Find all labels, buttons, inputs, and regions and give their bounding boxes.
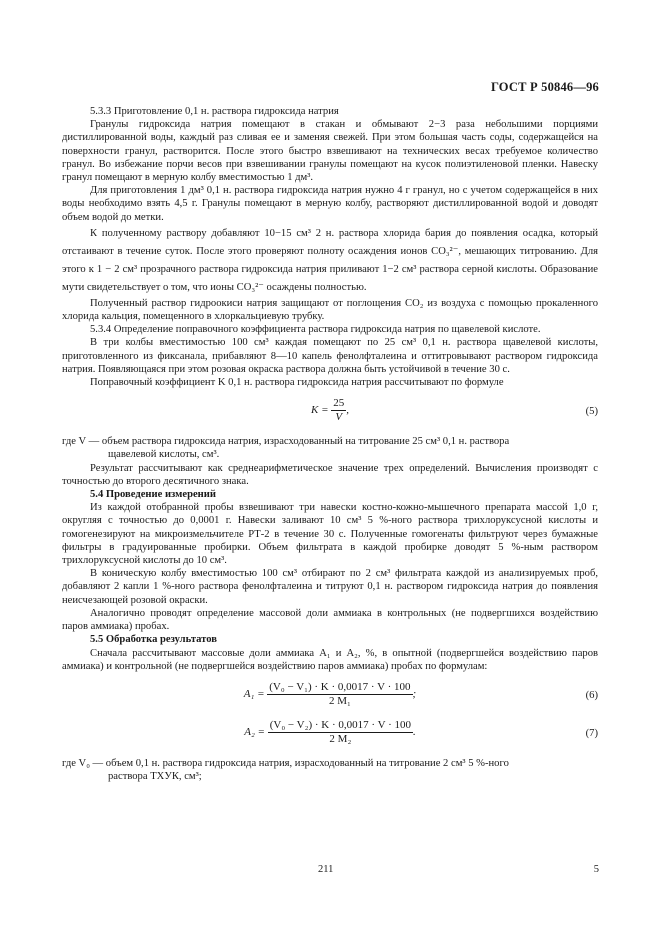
formula-5-expression: [62, 397, 598, 424]
formula-tail: ,: [346, 404, 349, 417]
formula-number: (5): [585, 406, 598, 418]
fraction-denominator: V: [335, 411, 343, 424]
section-5-3-4-title: 5.3.4 Определение поправочного коэффициента раствора гидроксида натрия по щавелевой кислоте.: [90, 324, 541, 336]
paragraph: Результат рассчитывают как среднеарифметическое значение трех определений. Вычисления производят с точностью до второго десятичного знака.: [62, 462, 598, 487]
paragraph: Полученный раствор гидроокиси натрия защищают от поглощения CO₂ из воздуха с помощью прокаленного хлорида кальция, помещенного в хлоркальциевую трубку.: [62, 297, 598, 323]
formula-6: [62, 681, 598, 711]
section-5-3-3-title: 5.3.3 Приготовление 0,1 н. раствора гидроксида натрия: [90, 106, 339, 117]
fraction-denominator: 2 M₂: [329, 733, 352, 746]
paragraph: Гранулы гидроксида натрия помещают в стакан и обмывают 2−3 раза небольшими порциями дистиллированной воды, каждый раз сливая ее и заменяя свежей. При этом большая часть соды, содержащейся на поверхности гранул, растворится. После этого быстро взвешивают на технических весах требуемое количество гранул. Во избежание порчи весов при взвешивании гранулы помещают на кусок полиэтиленовой пленки. Навеску гранул помещают в мерную колбу вместимостью 1 дм³.: [62, 119, 598, 184]
paragraph: Сначала рассчитывают массовые доли аммиака A₁ и A₂, %, в опытной (подвергшейся воздействию паров аммиака) и контрольной (не подвергшейся воздействию паров аммиака) пробах по формулам:: [62, 647, 598, 672]
where-clause-cont: раствора ТХУК, см³;: [108, 771, 202, 783]
formula-lhs: K =: [310, 404, 332, 417]
formula-tail: ;: [412, 688, 417, 701]
formula-tail: .: [413, 726, 416, 739]
standard-header: ГОСТ Р 50846—96: [490, 80, 599, 94]
fraction: [268, 719, 413, 746]
fraction-numerator: (V₀ − V₁) · K · 0,0017 · V · 100: [267, 681, 412, 695]
fraction: [331, 397, 346, 424]
fraction-numerator: (V₀ − V₂) · K · 0,0017 · V · 100: [268, 719, 413, 733]
paragraph: Из каждой отобранной пробы взвешивают три навески костно-кожно-мышечного препарата массой 1,0 г, округляя с точностью до 0,0001 г. Навески заливают 10 см³ 5 %-ного раствора трихлоруксусной кислоты и гомогенезируют на микроизмельчителе РТ-2 в течение 30 с. Полученные гомогенаты фильтруют через бумажные фильтры в градуированные пробирки. Объем фильтрата в каждой пробирке доводят 5 %-ным раствором трихлоруксусной кислоты до 10 см³.: [62, 502, 598, 567]
where-clause: где V — объем раствора гидроксида натрия, израсходованный на титрование 25 см³ 0,1 н. раствора: [62, 436, 510, 448]
formula-number: (6): [585, 689, 598, 701]
paragraph: Для приготовления 1 дм³ 0,1 н. раствора гидроксида натрия нужно 4 г гранул, но с учетом содержащейся в них воды необходимо взять 4,5 г. Гранулы помещают в мерную колбу, растворяют дистиллированной водой и доводят объем водой до метки.: [62, 185, 598, 223]
formula-lhs: A₁ =: [243, 688, 268, 701]
where-clause: где V₀ — объем 0,1 н. раствора гидроксида натрия, израсходованный на титрование 2 см³ 5 %-ного: [62, 757, 509, 769]
formula-number: (7): [585, 727, 598, 739]
formula-6-expression: [62, 681, 598, 708]
formula-lhs: A₂ =: [244, 726, 268, 739]
where-clause-cont: щавелевой кислоты, см³.: [108, 449, 220, 461]
fraction-numerator: 25: [331, 397, 346, 411]
formula-5: [62, 397, 598, 427]
paragraph: К полученному раствору добавляют 10−15 см³ 2 н. раствора хлорида бария до появления осадка, который отстаивают в течение суток. После этого проверяют полноту осаждения ионов CO₃²⁻, мешающих титрованию. Для этого к 1 − 2 см³ прозрачного раствора гидроксида натрия приливают 1−2 см³ раствора серной кислоты. Образование мути свидетельствует о том, что ионы CO₃²⁻ осаждены полностью.: [62, 227, 598, 293]
section-5-5-title: 5.5 Обработка результатов: [90, 634, 217, 646]
section-5-4-title: 5.4 Проведение измерений: [90, 489, 216, 501]
paragraph: Аналогично проводят определение массовой доли аммиака в контрольных (не подвергшихся воздействию паров аммиака) пробах.: [62, 607, 598, 633]
document-page-number: 211: [318, 864, 334, 875]
formula-7-expression: [62, 719, 598, 746]
paragraph: В коническую колбу вместимостью 100 см³ отбирают по 2 см³ фильтрата каждой из анализируемых проб, добавляют 2 капли 1 %-ного раствора фенолфталеина и титруют 0,1 н. раствором гидроксида натрия до появления неисчезающей розовой окраски.: [62, 568, 598, 606]
paragraph: В три колбы вместимостью 100 см³ каждая помещают по 25 см³ 0,1 н. раствора щавелевой кислоты, приготовленного из фиксанала, прибавляют 8—10 капель фенолфталеина и оттитровывают раствором гидроксида натрия. Появляющаяся при этом розовая окраска раствора должна быть устойчивой в течение 30 с.: [62, 337, 598, 375]
formula-7: [62, 719, 598, 749]
document-body: [62, 105, 598, 783]
fraction-denominator: 2 M₁: [328, 695, 351, 708]
paragraph: Поправочный коэффициент K 0,1 н. раствора гидроксида натрия рассчитывают по формуле: [90, 377, 504, 389]
sheet-page-number: 5: [593, 864, 599, 875]
fraction: [267, 681, 412, 708]
